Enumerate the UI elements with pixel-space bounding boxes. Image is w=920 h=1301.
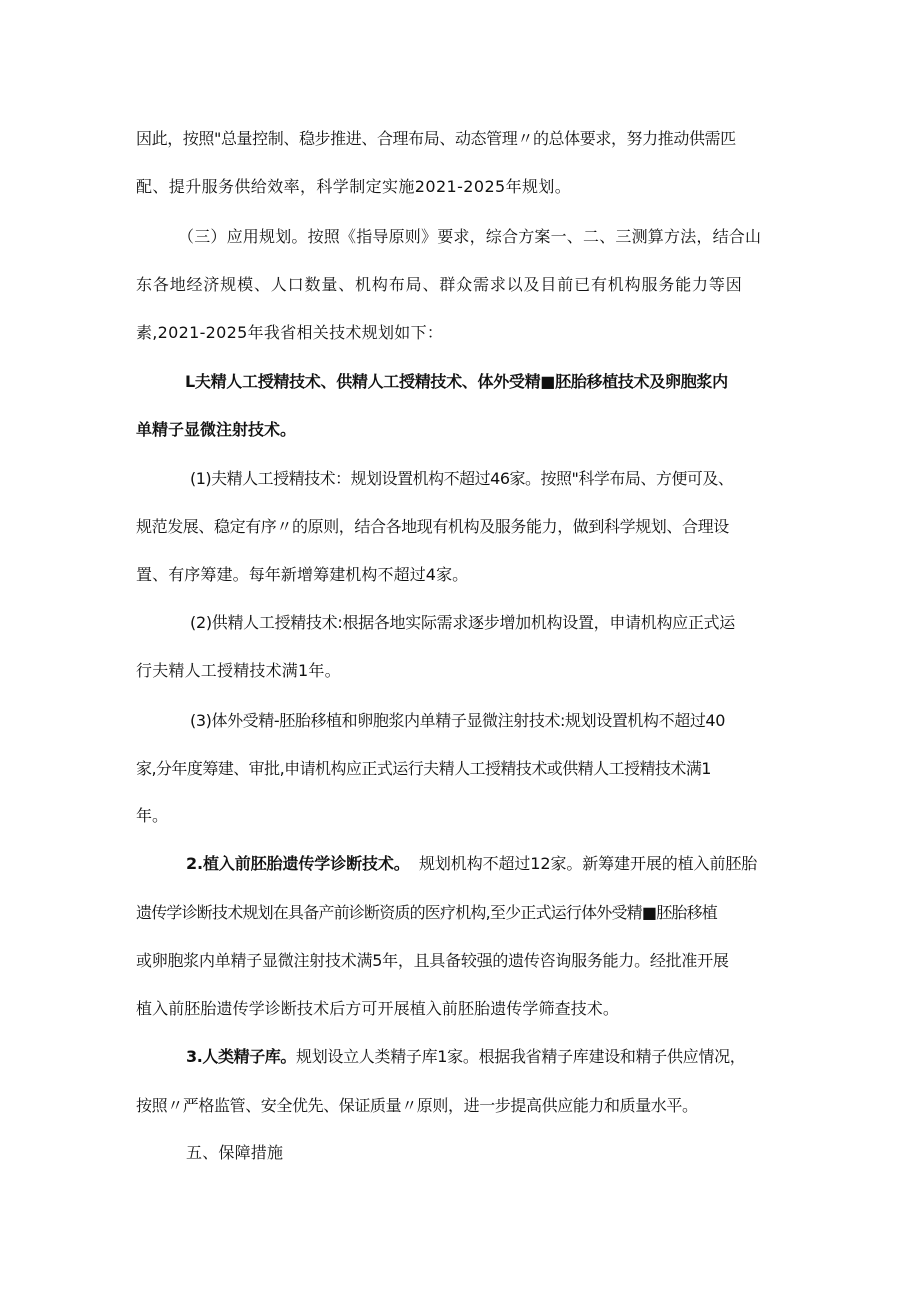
text-span: 或卵胞浆内单精子显微注射技术满5年，且具备较强的遗传咨询服务能力。经批准开展 xyxy=(136,951,729,970)
text-span: (3)体外受精-胚胎移植和卵胞浆内单精子显微注射技术:规划设置机构不超过40 xyxy=(190,711,725,730)
section-heading: 3.人类精子库。 xyxy=(186,1047,297,1066)
text-span: 遗传学诊断技术规划在具备产前诊断资质的医疗机构,至少正式运行体外受精■胚胎移植 xyxy=(136,903,718,922)
text-span: 置、有序筹建。每年新增筹建机构不超过4家。 xyxy=(136,565,469,584)
text-span: 规划机构不超过12家。新筹建开展的植入前胚胎 xyxy=(419,854,758,873)
text-span: (1)夫精人工授精技术：规划设置机构不超过46家。按照"科学布局、方便可及、 xyxy=(190,469,734,488)
text-span: （三）应用规划。按照《指导原则》要求，综合方案一、二、三测算方法，结合山 xyxy=(178,227,762,246)
section-heading: 单精子显微注射技术。 xyxy=(136,420,297,439)
text-span: 规划设立人类精子库1家。根据我省精子库建设和精子供应情况， xyxy=(296,1047,746,1066)
text-span: 规范发展、稳定有序〃的原则，结合各地现有机构及服务能力，做到科学规划、合理设 xyxy=(136,517,729,536)
section-heading: L夫精人工授精技术、供精人工授精技术、体外受精■胚胎移植技术及卵胞浆内 xyxy=(185,372,728,391)
text-span: 年。 xyxy=(136,806,169,825)
section-heading: 五、保障措施 xyxy=(186,1143,284,1162)
section-heading: 2.植入前胚胎遗传学诊断技术。 xyxy=(186,854,410,873)
text-span: 配、提升服务供给效率，科学制定实施2021-2025年规划。 xyxy=(136,177,572,196)
text-span: 行夫精人工授精技术满1年。 xyxy=(136,661,341,680)
text-span: 植入前胚胎遗传学诊断技术后方可开展植入前胚胎遗传学筛查技术。 xyxy=(136,999,620,1018)
text-span: 东各地经济规模、人口数量、机构布局、群众需求以及目前已有机构服务能力等因 xyxy=(136,275,743,294)
text-span: 素,2021-2025年我省相关技术规划如下： xyxy=(136,323,444,342)
text-span: 因此，按照"总量控制、稳步推进、合理布局、动态管理〃的总体要求，努力推动供需匹 xyxy=(136,129,736,148)
text-span: (2)供精人工授精技术:根据各地实际需求逐步增加机构设置，申请机构应正式运 xyxy=(190,613,735,632)
text-span: 家,分年度筹建、审批,申请机构应正式运行夫精人工授精技术或供精人工授精技术满1 xyxy=(136,759,711,778)
text-span: 按照〃严格监管、安全优先、保证质量〃原则，进一步提高供应能力和质量水平。 xyxy=(136,1096,698,1115)
